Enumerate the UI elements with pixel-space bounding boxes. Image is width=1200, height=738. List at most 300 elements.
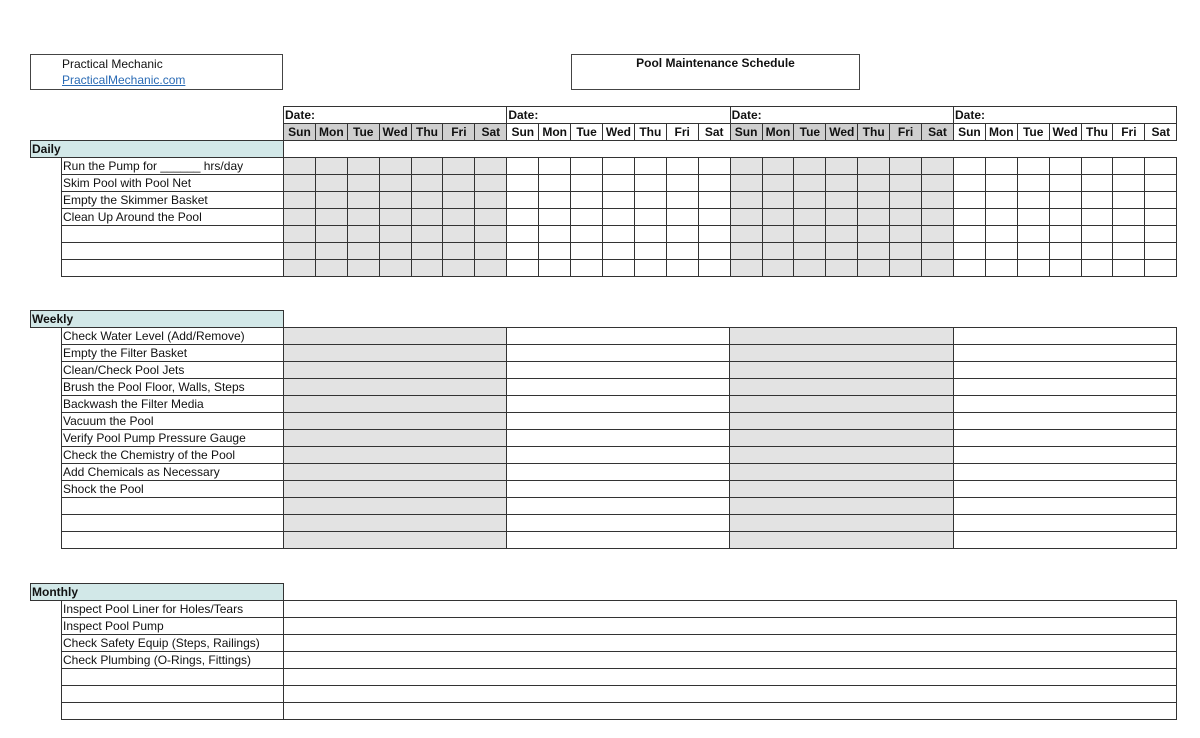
check-cell[interactable] [953,430,1177,447]
check-cell[interactable] [475,158,507,175]
check-cell[interactable] [411,260,443,277]
check-cell[interactable] [1049,260,1081,277]
check-cell[interactable] [953,260,985,277]
task-label[interactable] [62,226,284,243]
check-cell[interactable] [315,192,347,209]
check-cell[interactable] [698,260,730,277]
check-cell[interactable] [666,209,698,226]
check-cell[interactable] [794,226,826,243]
day-header: Fri [666,124,698,141]
check-cell[interactable] [284,652,1177,669]
check-cell[interactable] [1017,226,1049,243]
check-cell[interactable] [953,515,1177,532]
check-cell[interactable] [1081,226,1113,243]
check-cell[interactable] [1049,158,1081,175]
date-label[interactable]: Date: [284,107,507,124]
check-cell[interactable] [953,464,1177,481]
check-cell[interactable] [603,158,635,175]
check-cell[interactable] [730,345,953,362]
check-cell[interactable] [379,260,411,277]
task-label[interactable]: Inspect Pool Pump [62,618,284,635]
check-cell[interactable] [826,243,858,260]
check-cell[interactable] [379,158,411,175]
check-cell[interactable] [475,209,507,226]
check-cell[interactable] [858,192,890,209]
check-cell[interactable] [284,601,1177,618]
check-cell[interactable] [858,243,890,260]
check-cell[interactable] [507,192,539,209]
check-cell[interactable] [1017,260,1049,277]
check-cell[interactable] [284,669,1177,686]
check-cell[interactable] [1113,158,1145,175]
check-cell[interactable] [922,226,954,243]
check-cell[interactable] [1017,209,1049,226]
check-cell[interactable] [953,243,985,260]
check-cell[interactable] [762,260,794,277]
check-cell[interactable] [953,481,1177,498]
check-cell[interactable] [1081,175,1113,192]
check-cell[interactable] [571,158,603,175]
task-label[interactable] [62,703,284,720]
task-label[interactable] [62,686,284,703]
check-cell[interactable] [315,158,347,175]
date-label[interactable]: Date: [730,107,953,124]
check-cell[interactable] [507,243,539,260]
check-cell[interactable] [634,243,666,260]
check-cell[interactable] [730,532,953,549]
check-cell[interactable] [411,243,443,260]
check-cell[interactable] [890,175,922,192]
task-label[interactable]: Verify Pool Pump Pressure Gauge [62,430,284,447]
check-cell[interactable] [953,328,1177,345]
check-cell[interactable] [507,175,539,192]
check-cell[interactable] [1145,260,1177,277]
check-cell[interactable] [730,379,953,396]
check-cell[interactable] [284,618,1177,635]
check-cell[interactable] [953,532,1177,549]
check-cell[interactable] [603,175,635,192]
check-cell[interactable] [858,226,890,243]
check-cell[interactable] [284,703,1177,720]
task-label[interactable]: Check Safety Equip (Steps, Railings) [62,635,284,652]
check-cell[interactable] [1017,243,1049,260]
task-label[interactable]: Check Water Level (Add/Remove) [62,328,284,345]
check-cell[interactable] [890,226,922,243]
check-cell[interactable] [666,192,698,209]
check-cell[interactable] [794,209,826,226]
check-cell[interactable] [762,226,794,243]
check-cell[interactable] [762,209,794,226]
check-cell[interactable] [1113,192,1145,209]
check-cell[interactable] [1049,192,1081,209]
check-cell[interactable] [666,158,698,175]
check-cell[interactable] [1017,192,1049,209]
check-cell[interactable] [571,192,603,209]
check-cell[interactable] [507,413,730,430]
check-cell[interactable] [666,175,698,192]
indent [31,703,62,720]
check-cell[interactable] [858,158,890,175]
check-cell[interactable] [858,260,890,277]
check-cell[interactable] [603,192,635,209]
check-cell[interactable] [284,175,316,192]
check-cell[interactable] [379,226,411,243]
check-cell[interactable] [922,175,954,192]
check-cell[interactable] [953,447,1177,464]
check-cell[interactable] [284,345,507,362]
check-cell[interactable] [762,175,794,192]
check-cell[interactable] [698,158,730,175]
check-cell[interactable] [1049,243,1081,260]
check-cell[interactable] [539,226,571,243]
check-cell[interactable] [1081,243,1113,260]
check-cell[interactable] [922,260,954,277]
check-cell[interactable] [571,209,603,226]
check-cell[interactable] [953,345,1177,362]
check-cell[interactable] [507,158,539,175]
check-cell[interactable] [603,260,635,277]
check-cell[interactable] [1081,192,1113,209]
check-cell[interactable] [603,243,635,260]
day-header: Sat [1145,124,1177,141]
task-label[interactable]: Vacuum the Pool [62,413,284,430]
check-cell[interactable] [539,243,571,260]
check-cell[interactable] [443,243,475,260]
check-cell[interactable] [826,158,858,175]
check-cell[interactable] [475,226,507,243]
check-cell[interactable] [284,413,507,430]
task-label[interactable]: Add Chemicals as Necessary [62,464,284,481]
check-cell[interactable] [794,158,826,175]
check-cell[interactable] [475,175,507,192]
check-cell[interactable] [985,158,1017,175]
check-cell[interactable] [826,209,858,226]
check-cell[interactable] [411,175,443,192]
task-label[interactable]: Empty the Filter Basket [62,345,284,362]
check-cell[interactable] [507,396,730,413]
check-cell[interactable] [507,447,730,464]
task-label[interactable] [62,260,284,277]
check-cell[interactable] [284,635,1177,652]
check-cell[interactable] [1145,209,1177,226]
check-cell[interactable] [507,345,730,362]
check-cell[interactable] [284,515,507,532]
check-cell[interactable] [315,226,347,243]
check-cell[interactable] [730,362,953,379]
check-cell[interactable] [284,158,316,175]
check-cell[interactable] [1017,175,1049,192]
check-cell[interactable] [347,260,379,277]
check-cell[interactable] [762,158,794,175]
check-cell[interactable] [922,192,954,209]
check-cell[interactable] [985,175,1017,192]
check-cell[interactable] [284,328,507,345]
check-cell[interactable] [411,158,443,175]
check-cell[interactable] [443,158,475,175]
check-cell[interactable] [347,192,379,209]
check-cell[interactable] [730,481,953,498]
check-cell[interactable] [730,260,762,277]
check-cell[interactable] [443,226,475,243]
check-cell[interactable] [347,226,379,243]
check-cell[interactable] [475,243,507,260]
check-cell[interactable] [507,532,730,549]
task-label[interactable]: Empty the Skimmer Basket [62,192,284,209]
check-cell[interactable] [379,192,411,209]
check-cell[interactable] [730,192,762,209]
check-cell[interactable] [315,209,347,226]
task-label[interactable] [62,532,284,549]
indent [31,430,62,447]
task-label[interactable]: Shock the Pool [62,481,284,498]
check-cell[interactable] [603,226,635,243]
check-cell[interactable] [890,260,922,277]
check-cell[interactable] [953,498,1177,515]
check-cell[interactable] [985,260,1017,277]
check-cell[interactable] [890,243,922,260]
check-cell[interactable] [730,464,953,481]
check-cell[interactable] [922,209,954,226]
check-cell[interactable] [1081,209,1113,226]
check-cell[interactable] [1113,226,1145,243]
check-cell[interactable] [284,464,507,481]
check-cell[interactable] [347,209,379,226]
spacer [284,311,1177,328]
task-row [31,703,1177,720]
task-label[interactable]: Skim Pool with Pool Net [62,175,284,192]
check-cell[interactable] [539,260,571,277]
check-cell[interactable] [507,515,730,532]
check-cell[interactable] [666,260,698,277]
check-cell[interactable] [794,175,826,192]
check-cell[interactable] [571,260,603,277]
check-cell[interactable] [985,243,1017,260]
task-label[interactable]: Backwash the Filter Media [62,396,284,413]
check-cell[interactable] [475,192,507,209]
check-cell[interactable] [1049,226,1081,243]
task-label[interactable]: Clean Up Around the Pool [62,209,284,226]
check-cell[interactable] [730,447,953,464]
check-cell[interactable] [698,243,730,260]
task-label[interactable] [62,669,284,686]
check-cell[interactable] [922,158,954,175]
check-cell[interactable] [443,209,475,226]
check-cell[interactable] [762,192,794,209]
check-cell[interactable] [730,226,762,243]
check-cell[interactable] [730,243,762,260]
check-cell[interactable] [1081,260,1113,277]
task-label[interactable]: Brush the Pool Floor, Walls, Steps [62,379,284,396]
check-cell[interactable] [379,175,411,192]
check-cell[interactable] [507,430,730,447]
check-cell[interactable] [507,464,730,481]
task-label[interactable]: Run the Pump for ______ hrs/day [62,158,284,175]
check-cell[interactable] [507,209,539,226]
check-cell[interactable] [507,226,539,243]
check-cell[interactable] [730,396,953,413]
check-cell[interactable] [762,243,794,260]
check-cell[interactable] [698,226,730,243]
brand-link[interactable]: PracticalMechanic.com [62,73,186,87]
check-cell[interactable] [284,481,507,498]
check-cell[interactable] [634,226,666,243]
check-cell[interactable] [794,260,826,277]
check-cell[interactable] [1113,175,1145,192]
check-cell[interactable] [539,192,571,209]
check-cell[interactable] [539,175,571,192]
check-cell[interactable] [315,243,347,260]
check-cell[interactable] [411,192,443,209]
check-cell[interactable] [698,192,730,209]
page-title: Pool Maintenance Schedule [571,54,860,90]
check-cell[interactable] [1049,209,1081,226]
check-cell[interactable] [284,226,316,243]
check-cell[interactable] [730,413,953,430]
check-cell[interactable] [1145,226,1177,243]
task-label[interactable] [62,243,284,260]
day-header: Sat [698,124,730,141]
check-cell[interactable] [953,396,1177,413]
check-cell[interactable] [794,192,826,209]
check-cell[interactable] [347,175,379,192]
check-cell[interactable] [953,362,1177,379]
check-cell[interactable] [1113,260,1145,277]
check-cell[interactable] [826,175,858,192]
check-cell[interactable] [443,175,475,192]
check-cell[interactable] [826,260,858,277]
task-label[interactable]: Clean/Check Pool Jets [62,362,284,379]
check-cell[interactable] [1081,158,1113,175]
check-cell[interactable] [890,192,922,209]
check-cell[interactable] [284,379,507,396]
task-label[interactable] [62,498,284,515]
check-cell[interactable] [1145,175,1177,192]
check-cell[interactable] [858,175,890,192]
check-cell[interactable] [985,226,1017,243]
check-cell[interactable] [507,481,730,498]
check-cell[interactable] [539,209,571,226]
check-cell[interactable] [634,175,666,192]
check-cell[interactable] [953,226,985,243]
check-cell[interactable] [284,260,316,277]
check-cell[interactable] [443,260,475,277]
check-cell[interactable] [730,498,953,515]
check-cell[interactable] [1113,209,1145,226]
check-cell[interactable] [539,158,571,175]
check-cell[interactable] [953,413,1177,430]
check-cell[interactable] [507,260,539,277]
check-cell[interactable] [284,362,507,379]
check-cell[interactable] [953,379,1177,396]
check-cell[interactable] [1049,175,1081,192]
check-cell[interactable] [507,379,730,396]
check-cell[interactable] [603,209,635,226]
check-cell[interactable] [634,209,666,226]
check-cell[interactable] [284,396,507,413]
indent [31,345,62,362]
task-row [31,652,1177,669]
check-cell[interactable] [953,209,985,226]
check-cell[interactable] [953,175,985,192]
check-cell[interactable] [890,158,922,175]
check-cell[interactable] [507,498,730,515]
date-label[interactable]: Date: [507,107,730,124]
check-cell[interactable] [826,192,858,209]
check-cell[interactable] [985,192,1017,209]
check-cell[interactable] [953,158,985,175]
check-cell[interactable] [284,447,507,464]
task-label[interactable]: Check Plumbing (O-Rings, Fittings) [62,652,284,669]
day-header: Sat [922,124,954,141]
check-cell[interactable] [634,192,666,209]
check-cell[interactable] [634,260,666,277]
check-cell[interactable] [507,328,730,345]
check-cell[interactable] [475,260,507,277]
task-label[interactable]: Inspect Pool Liner for Holes/Tears [62,601,284,618]
check-cell[interactable] [730,158,762,175]
check-cell[interactable] [1017,158,1049,175]
check-cell[interactable] [666,226,698,243]
check-cell[interactable] [315,175,347,192]
check-cell[interactable] [953,192,985,209]
check-cell[interactable] [730,209,762,226]
check-cell[interactable] [571,175,603,192]
check-cell[interactable] [858,209,890,226]
check-cell[interactable] [507,362,730,379]
check-cell[interactable] [347,158,379,175]
task-label[interactable] [62,515,284,532]
check-cell[interactable] [411,209,443,226]
check-cell[interactable] [1145,243,1177,260]
section-weekly [30,310,1177,549]
check-cell[interactable] [284,430,507,447]
check-cell[interactable] [730,175,762,192]
check-cell[interactable] [284,209,316,226]
indent [31,669,62,686]
check-cell[interactable] [730,515,953,532]
check-cell[interactable] [985,209,1017,226]
check-cell[interactable] [1145,158,1177,175]
check-cell[interactable] [1145,192,1177,209]
check-cell[interactable] [284,532,507,549]
check-cell[interactable] [284,498,507,515]
date-label[interactable]: Date: [953,107,1176,124]
check-cell[interactable] [730,328,953,345]
check-cell[interactable] [284,192,316,209]
check-cell[interactable] [666,243,698,260]
check-cell[interactable] [571,243,603,260]
check-cell[interactable] [347,243,379,260]
task-label[interactable]: Check the Chemistry of the Pool [62,447,284,464]
check-cell[interactable] [826,226,858,243]
check-cell[interactable] [794,243,826,260]
check-cell[interactable] [1113,243,1145,260]
check-cell[interactable] [890,209,922,226]
check-cell[interactable] [284,243,316,260]
check-cell[interactable] [284,686,1177,703]
check-cell[interactable] [379,209,411,226]
check-cell[interactable] [315,260,347,277]
check-cell[interactable] [634,158,666,175]
check-cell[interactable] [443,192,475,209]
check-cell[interactable] [730,430,953,447]
check-cell[interactable] [698,175,730,192]
check-cell[interactable] [698,209,730,226]
check-cell[interactable] [379,243,411,260]
check-cell[interactable] [571,226,603,243]
check-cell[interactable] [411,226,443,243]
check-cell[interactable] [922,243,954,260]
